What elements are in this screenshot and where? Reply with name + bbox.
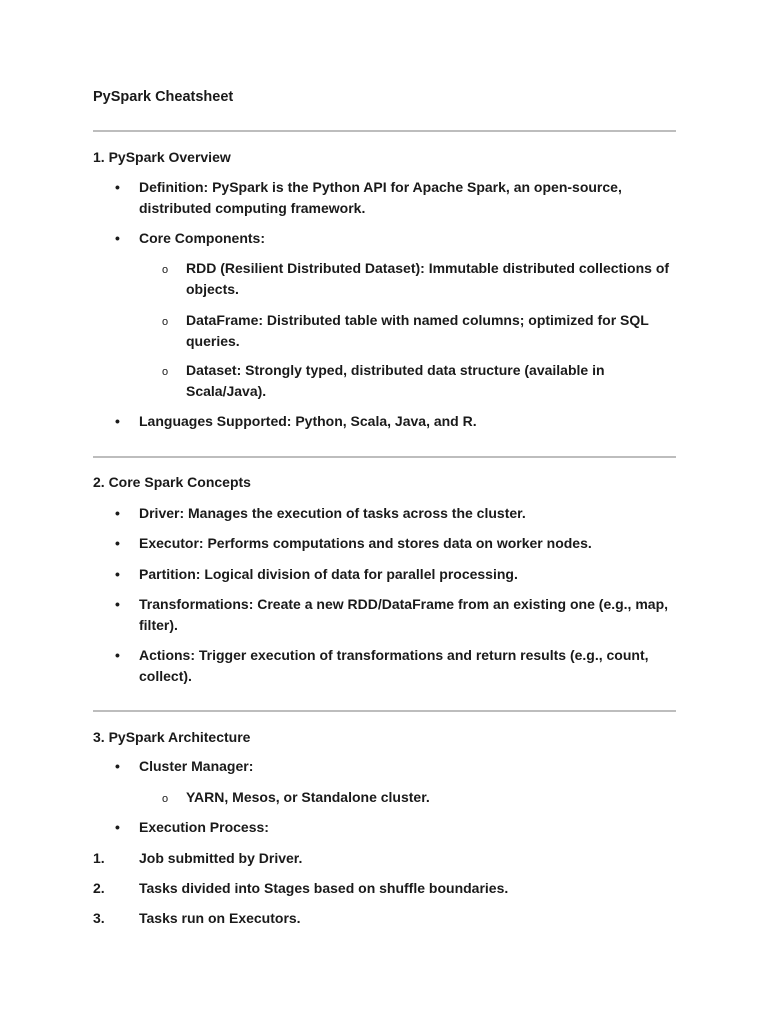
sub-bullet-marker: o xyxy=(162,793,169,805)
list-item-driver xyxy=(115,503,676,524)
bullet-marker: • xyxy=(115,230,120,246)
list-item-text: Executor: Performs computations and stores data on worker nodes. xyxy=(139,535,592,551)
list-item-execution-process xyxy=(115,817,676,838)
section-divider xyxy=(93,710,676,712)
section-heading-overview: 1. PySpark Overview xyxy=(93,149,231,165)
list-item-text: DataFrame: Distributed table with named columns; optimized for SQL queries. xyxy=(186,312,649,349)
section-heading-architecture: 3. PySpark Architecture xyxy=(93,729,251,745)
sub-list-item-dataset xyxy=(162,360,676,401)
list-item-definition xyxy=(115,177,676,218)
list-item-text: YARN, Mesos, or Standalone cluster. xyxy=(186,789,430,805)
list-item-languages xyxy=(115,411,676,432)
bullet-marker: • xyxy=(115,758,120,774)
list-item-text: RDD (Resilient Distributed Dataset): Immutable distributed collections of objects. xyxy=(186,260,670,297)
section-divider xyxy=(93,456,676,458)
list-item-text: Execution Process: xyxy=(139,819,269,835)
list-item-text: Dataset: Strongly typed, distributed data structure (available in Scala/Java). xyxy=(186,362,605,399)
list-item-text: Core Components: xyxy=(139,230,265,246)
sub-list-item-rdd xyxy=(162,258,676,299)
list-item-text: Languages Supported: Python, Scala, Java, and R. xyxy=(139,413,477,429)
document-title: PySpark Cheatsheet xyxy=(93,89,234,105)
number-marker: 2. xyxy=(93,880,105,896)
bullet-marker: • xyxy=(115,596,120,612)
list-item-executor xyxy=(115,533,676,554)
sub-bullet-marker: o xyxy=(162,316,169,328)
list-item-transformations xyxy=(115,594,676,635)
list-item-text: Driver: Manages the execution of tasks across the cluster. xyxy=(139,505,526,521)
list-item-text: Transformations: Create a new RDD/DataFrame from an existing one (e.g., map, filter). xyxy=(139,596,669,633)
sub-list-item-cluster-types xyxy=(162,787,676,808)
numbered-item-job-submitted xyxy=(93,848,676,869)
numbered-item-tasks-divided xyxy=(93,878,676,899)
bullet-marker: • xyxy=(115,413,120,429)
number-marker: 1. xyxy=(93,850,105,866)
section-heading-core-concepts: 2. Core Spark Concepts xyxy=(93,474,251,490)
numbered-item-tasks-run xyxy=(93,908,676,929)
list-item-text: Job submitted by Driver. xyxy=(139,850,303,866)
list-item-text: Tasks divided into Stages based on shuffle boundaries. xyxy=(139,880,509,896)
bullet-marker: • xyxy=(115,566,120,582)
section-divider xyxy=(93,130,676,132)
bullet-marker: • xyxy=(115,535,120,551)
sub-list-item-dataframe xyxy=(162,310,676,351)
list-item-partition xyxy=(115,564,676,585)
bullet-marker: • xyxy=(115,647,120,663)
list-item-text: Cluster Manager: xyxy=(139,758,254,774)
list-item-text: Tasks run on Executors. xyxy=(139,910,301,926)
list-item-text: Definition: PySpark is the Python API for Apache Spark, an open-source, distributed computing framework. xyxy=(139,179,622,216)
bullet-marker: • xyxy=(115,505,120,521)
list-item-text: Partition: Logical division of data for parallel processing. xyxy=(139,566,518,582)
sub-bullet-marker: o xyxy=(162,264,169,276)
list-item-cluster-manager xyxy=(115,756,676,777)
number-marker: 3. xyxy=(93,910,105,926)
list-item-text: Actions: Trigger execution of transformations and return results (e.g., count, collect). xyxy=(139,647,649,684)
sub-bullet-marker: o xyxy=(162,366,169,378)
bullet-marker: • xyxy=(115,819,120,835)
list-item-actions xyxy=(115,645,676,686)
bullet-marker: • xyxy=(115,179,120,195)
list-item-core-components xyxy=(115,228,676,249)
